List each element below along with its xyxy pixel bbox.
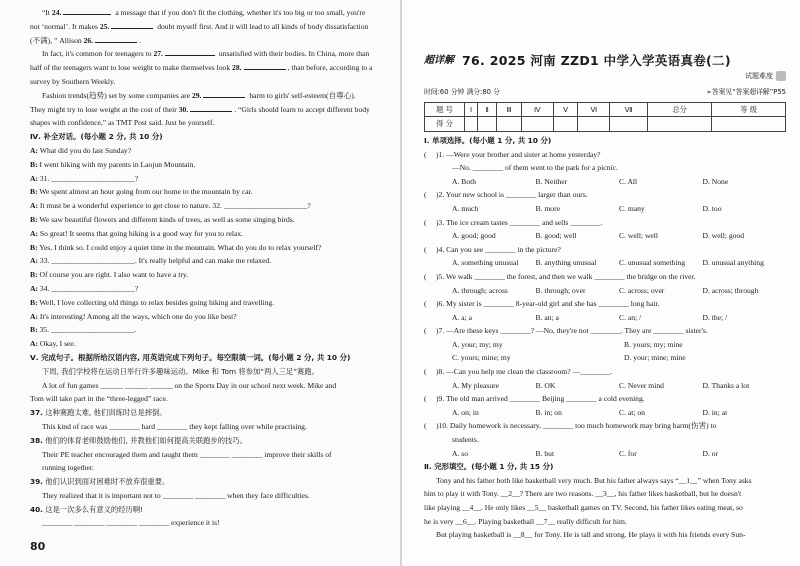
cloze-passage: [424, 474, 786, 542]
option[interactable]: B. good; well: [535, 231, 577, 241]
question-item: ( )8. —Can you help me clean the classroom? —________. A. My pleasure B. OK C. Never mind D. Thanks a lot: [424, 365, 786, 392]
item-number: 37.: [30, 408, 43, 418]
option[interactable]: C. well; well: [619, 231, 659, 241]
passage-line: “It 24. a message that if you don't fit the clothing, whether it's too big or too small, you're: [42, 8, 366, 17]
section-4-title: Ⅳ. 补全对话。(每小题 2 分, 共 10 分): [30, 132, 163, 142]
dialogue-line: A: It's interesting! Among all the ways, which one do you like best?: [30, 311, 237, 321]
difficulty-icon: [776, 71, 786, 81]
passage-line: (不满), ” Allison 26. .: [30, 35, 141, 45]
option[interactable]: C. for: [619, 448, 637, 458]
option[interactable]: C. at; on: [619, 407, 645, 417]
passage-line: Fashion trends(趋势) set by some companies are 29. harm to girls' self-esteem(自尊心).: [42, 90, 356, 100]
dialogue-line: B: Of course you are right. I also want to have a try.: [30, 270, 189, 280]
option[interactable]: B. but: [535, 448, 555, 458]
option[interactable]: A. good; good: [452, 231, 496, 241]
answer-bracket[interactable]: (: [424, 326, 437, 336]
item-en: ________ ________ ________ ________ experience it is!: [42, 518, 220, 528]
option[interactable]: A. My pleasure: [452, 380, 500, 390]
answer-blank[interactable]: [190, 103, 232, 112]
item-en: Their PE teacher encouraged them and taught them ________ ________ improve their skills of: [42, 449, 332, 459]
answer-bracket[interactable]: (: [424, 299, 437, 309]
question-item: ( )5. We walk ________ the forest, and then we walk ________ the bridge on the river. A. through; across B. through; over C. across; over D. across; through: [424, 270, 786, 297]
answer-bracket[interactable]: (: [424, 271, 437, 281]
option[interactable]: B. OK: [535, 380, 556, 390]
item-cn: 他们认识到面对困难时不放弃很重要。: [45, 477, 170, 487]
answer-bracket[interactable]: (: [424, 149, 437, 159]
score-table: [424, 102, 786, 132]
s5-intro-cn: 下周, 我们学校将在运动日举行许多趣味运动。Mike 和 Tom 将参加“两人三足”赛跑。: [42, 366, 319, 376]
question-item: ( )7. —Are these keys ________? —No, they're not ________. They are ________ sister's. A. your; my; my B. yours; my; mine C. yours; mine; my D. your; mine; mine: [424, 324, 786, 365]
option[interactable]: A. on; in: [452, 407, 479, 417]
page-number: 80: [30, 540, 46, 554]
answer-blank[interactable]: [111, 20, 153, 29]
right-page: [402, 0, 800, 566]
dialogue-line: A: What did you do last Sunday?: [30, 145, 132, 155]
option[interactable]: C. across; over: [619, 285, 665, 295]
dialogue-line: A: 34. ______________________?: [30, 283, 139, 293]
exam-title: 76. 2025 河南 ZZD1 中学入学英语真卷(二): [462, 53, 731, 68]
question-item: ( )9. The old man arrived ________ Beijing ________ a cold evening. A. on; in B. in; on C. at; on D. in; at: [424, 392, 786, 419]
dialogue-line: A: 31. ______________________?: [30, 173, 139, 183]
option[interactable]: C. many: [619, 203, 645, 213]
passage-line: In fact, it's common for teenagers to 27. unsatisfied with their bodies. In China, more than: [42, 49, 370, 59]
dialogue-line: B: Well, I love collecting old things to relax besides going hiking and travelling.: [30, 297, 275, 307]
s5-intro-en: Tom will take part in the “three-legged” race.: [30, 394, 168, 404]
option[interactable]: B. in; on: [535, 407, 562, 417]
section-1-title: Ⅰ. 单项选择。(每小题 1 分, 共 10 分): [424, 135, 552, 145]
option[interactable]: A. something unusual: [452, 258, 519, 268]
answer-bracket[interactable]: (: [424, 190, 437, 200]
option[interactable]: B. yours; my; mine: [624, 339, 683, 349]
option[interactable]: B. through; over: [535, 285, 586, 295]
score-table-header-row: 题 号 Ⅰ Ⅱ Ⅲ Ⅳ Ⅴ Ⅵ Ⅶ 总分 等 级: [425, 102, 786, 117]
section-2-title: Ⅱ. 完形填空。(每小题 1 分, 共 15 分): [424, 462, 554, 472]
option[interactable]: D. Thanks a lot: [702, 380, 750, 390]
option[interactable]: D. None: [702, 176, 729, 186]
exam-header: [424, 54, 786, 68]
passage-line: shapes with confidence,” as TMT Post said. Just be yourself.: [30, 118, 215, 128]
dialogue-line: B: We saw beautiful flowers and different kinds of trees, as well as some singing birds.: [30, 214, 295, 224]
s5-intro-en: A lot of fun games ______ ______ ______ on the Sports Day in our school next week. Mike and: [42, 380, 337, 390]
answer-bracket[interactable]: (: [424, 421, 437, 431]
time-score: 时间:60 分钟 满分:80 分: [424, 88, 500, 97]
option[interactable]: D. your; mine; mine: [624, 353, 686, 363]
answer-bracket[interactable]: (: [424, 394, 437, 404]
option[interactable]: A. so: [452, 448, 469, 458]
dialogue-line: A: So great! It seems that going hiking is a good way for you to relax.: [30, 228, 244, 238]
option[interactable]: B. Neither: [535, 176, 568, 186]
passage-line: survey by Southern Weekly.: [30, 76, 116, 86]
option[interactable]: C. All: [619, 176, 638, 186]
option[interactable]: D. across; through: [702, 285, 759, 295]
question-item: ( )2. Your new school is ________ larger than ours. A. much B. more C. many D. too: [424, 188, 786, 215]
cloze-line: he is very __6__. Playing basketball __7__ really difficult for him.: [424, 516, 627, 526]
answer-blank[interactable]: [95, 34, 137, 43]
option[interactable]: D. the; /: [702, 312, 728, 322]
answer-bracket[interactable]: (: [424, 244, 437, 254]
dialogue: [30, 144, 390, 351]
difficulty-label: 试题难度: [424, 70, 786, 84]
item-number: 38.: [30, 435, 43, 445]
question-item: ( )6. My sister is ________ 8-year-old girl and she has ________ long hair. A. a; a B. an; a C. an; / D. the; /: [424, 297, 786, 324]
answer-bracket[interactable]: (: [424, 217, 437, 227]
option[interactable]: A. through; across: [452, 285, 508, 295]
item-number: 40.: [30, 504, 43, 514]
option[interactable]: C. Never mind: [619, 380, 664, 390]
option[interactable]: C. yours; mine; my: [452, 353, 511, 363]
answer-bracket[interactable]: (: [424, 367, 437, 377]
option[interactable]: D. too: [702, 203, 722, 213]
item-number: 39.: [30, 477, 43, 487]
option[interactable]: D. unusual anything: [702, 258, 764, 268]
exam-meta: [424, 86, 786, 100]
answer-blank[interactable]: [203, 89, 245, 98]
option[interactable]: A. Both: [452, 176, 477, 186]
cloze-line: But playing basketball is __8__ for Tony. He is tall and strong. He plays it with his friends every Sun-: [436, 530, 746, 540]
passage-line: not ‘normal’. It makes 25. doubt myself first. And it will lead to all kinds of body dissatisfaction: [30, 21, 369, 31]
option[interactable]: A. much: [452, 203, 479, 213]
question-list: [424, 148, 786, 461]
item-en: They realized that it is important not to ________ ________ when they face difficulties.: [42, 490, 310, 500]
dialogue-line: B: I went hiking with my parents in Laojun Mountain.: [30, 159, 196, 169]
dialogue-line: B: Yes, I think so. I could enjoy a quiet time in the mountain. What do you do to relax yourself?: [30, 242, 322, 252]
question-item: ( )4. Can you see ________ in the picture? A. something unusual B. anything unusual C. unusual something D. unusual anything: [424, 243, 786, 270]
reading-passage: [30, 6, 390, 130]
section-5-title: Ⅴ. 完成句子。根据所给汉语内容, 用英语完成下列句子。每空限填一词。(每小题 2 分, 共 10 分): [30, 352, 351, 362]
option[interactable]: D. or: [702, 448, 719, 458]
question-item: ( )1. —Were your brother and sister at home yesterday? —No. ________ of them went to the park for a picnic. A. Both B. Neither C. All D. None: [424, 148, 786, 189]
question-item: ( )3. The ice cream tastes ________ and sells ________. A. good; good B. good; well C. well; well D. well; good: [424, 216, 786, 243]
item-cn: 这种赛跑太难, 他们训练时总是摔倒。: [45, 408, 167, 418]
answer-blank[interactable]: [244, 61, 286, 70]
passage-line: half of the teenagers want to lose weight to make themselves look 28. , than before, according to a: [30, 63, 373, 73]
logo: 超详解: [424, 55, 454, 66]
dialogue-line: B: 35. ______________________.: [30, 325, 137, 335]
answer-blank[interactable]: [165, 47, 215, 56]
item-cn: 这是一次多么有意义的经历啊!: [45, 504, 144, 514]
dialogue-line: B: We spent almost an hour going from our home to the mountain by car.: [30, 187, 253, 197]
option[interactable]: C. an; /: [619, 312, 642, 322]
dialogue-line: A: 33. ______________________. It's really helpful and can make me relaxed.: [30, 256, 272, 266]
item-cn: 他们的体育老师鼓励他们, 并教他们如何提高关联跑步的技巧。: [45, 435, 247, 445]
s5-item: [30, 503, 390, 531]
passage-line: They might try to lose weight at the cost of their 30. . “Girls should learn to accept different body: [30, 104, 370, 114]
item-en: running together.: [42, 463, 94, 473]
option[interactable]: B. an; a: [535, 312, 559, 322]
s5-item: [30, 406, 390, 434]
option[interactable]: B. more: [535, 203, 560, 213]
cloze-line: him to play it with Tony. __2__? There are two reasons. __3__, his father likes basketball, but he doesn't: [424, 489, 742, 499]
option[interactable]: D. in; at: [702, 407, 728, 417]
answer-blank[interactable]: [63, 6, 111, 15]
item-en: This kind of race was ________ hard ________ they kept falling over while practising.: [42, 421, 307, 431]
score-table-score-row: 得 分: [425, 117, 786, 132]
cloze-line: Tony and his father both like basketball very much. But his father always says “__1__” when Tony asks: [436, 475, 752, 485]
cloze-line: like playing __4__. He only likes __5__ basketball games on TV. Second, his father likes eating meat, so: [424, 503, 743, 512]
s5-item: [30, 434, 390, 475]
dialogue-line: A: Okay, I see.: [30, 339, 76, 349]
option[interactable]: C. unusual something: [619, 258, 686, 268]
question-item: ( )10. Daily homework is necessary, ________ too much homework may bring harm(伤害) to students. A. so B. but C. for D. or: [424, 419, 786, 460]
s5-item: [30, 475, 390, 503]
answer-reference: ➢答案见“答案超详解”P55: [706, 88, 786, 97]
option[interactable]: A. your; my; my: [452, 339, 503, 349]
option[interactable]: A. a; a: [452, 312, 473, 322]
option[interactable]: D. well; good: [702, 231, 745, 241]
option[interactable]: B. anything unusual: [535, 258, 597, 268]
dialogue-line: A: It must be a wonderful experience to get close to nature. 32. ______________________?: [30, 201, 311, 211]
